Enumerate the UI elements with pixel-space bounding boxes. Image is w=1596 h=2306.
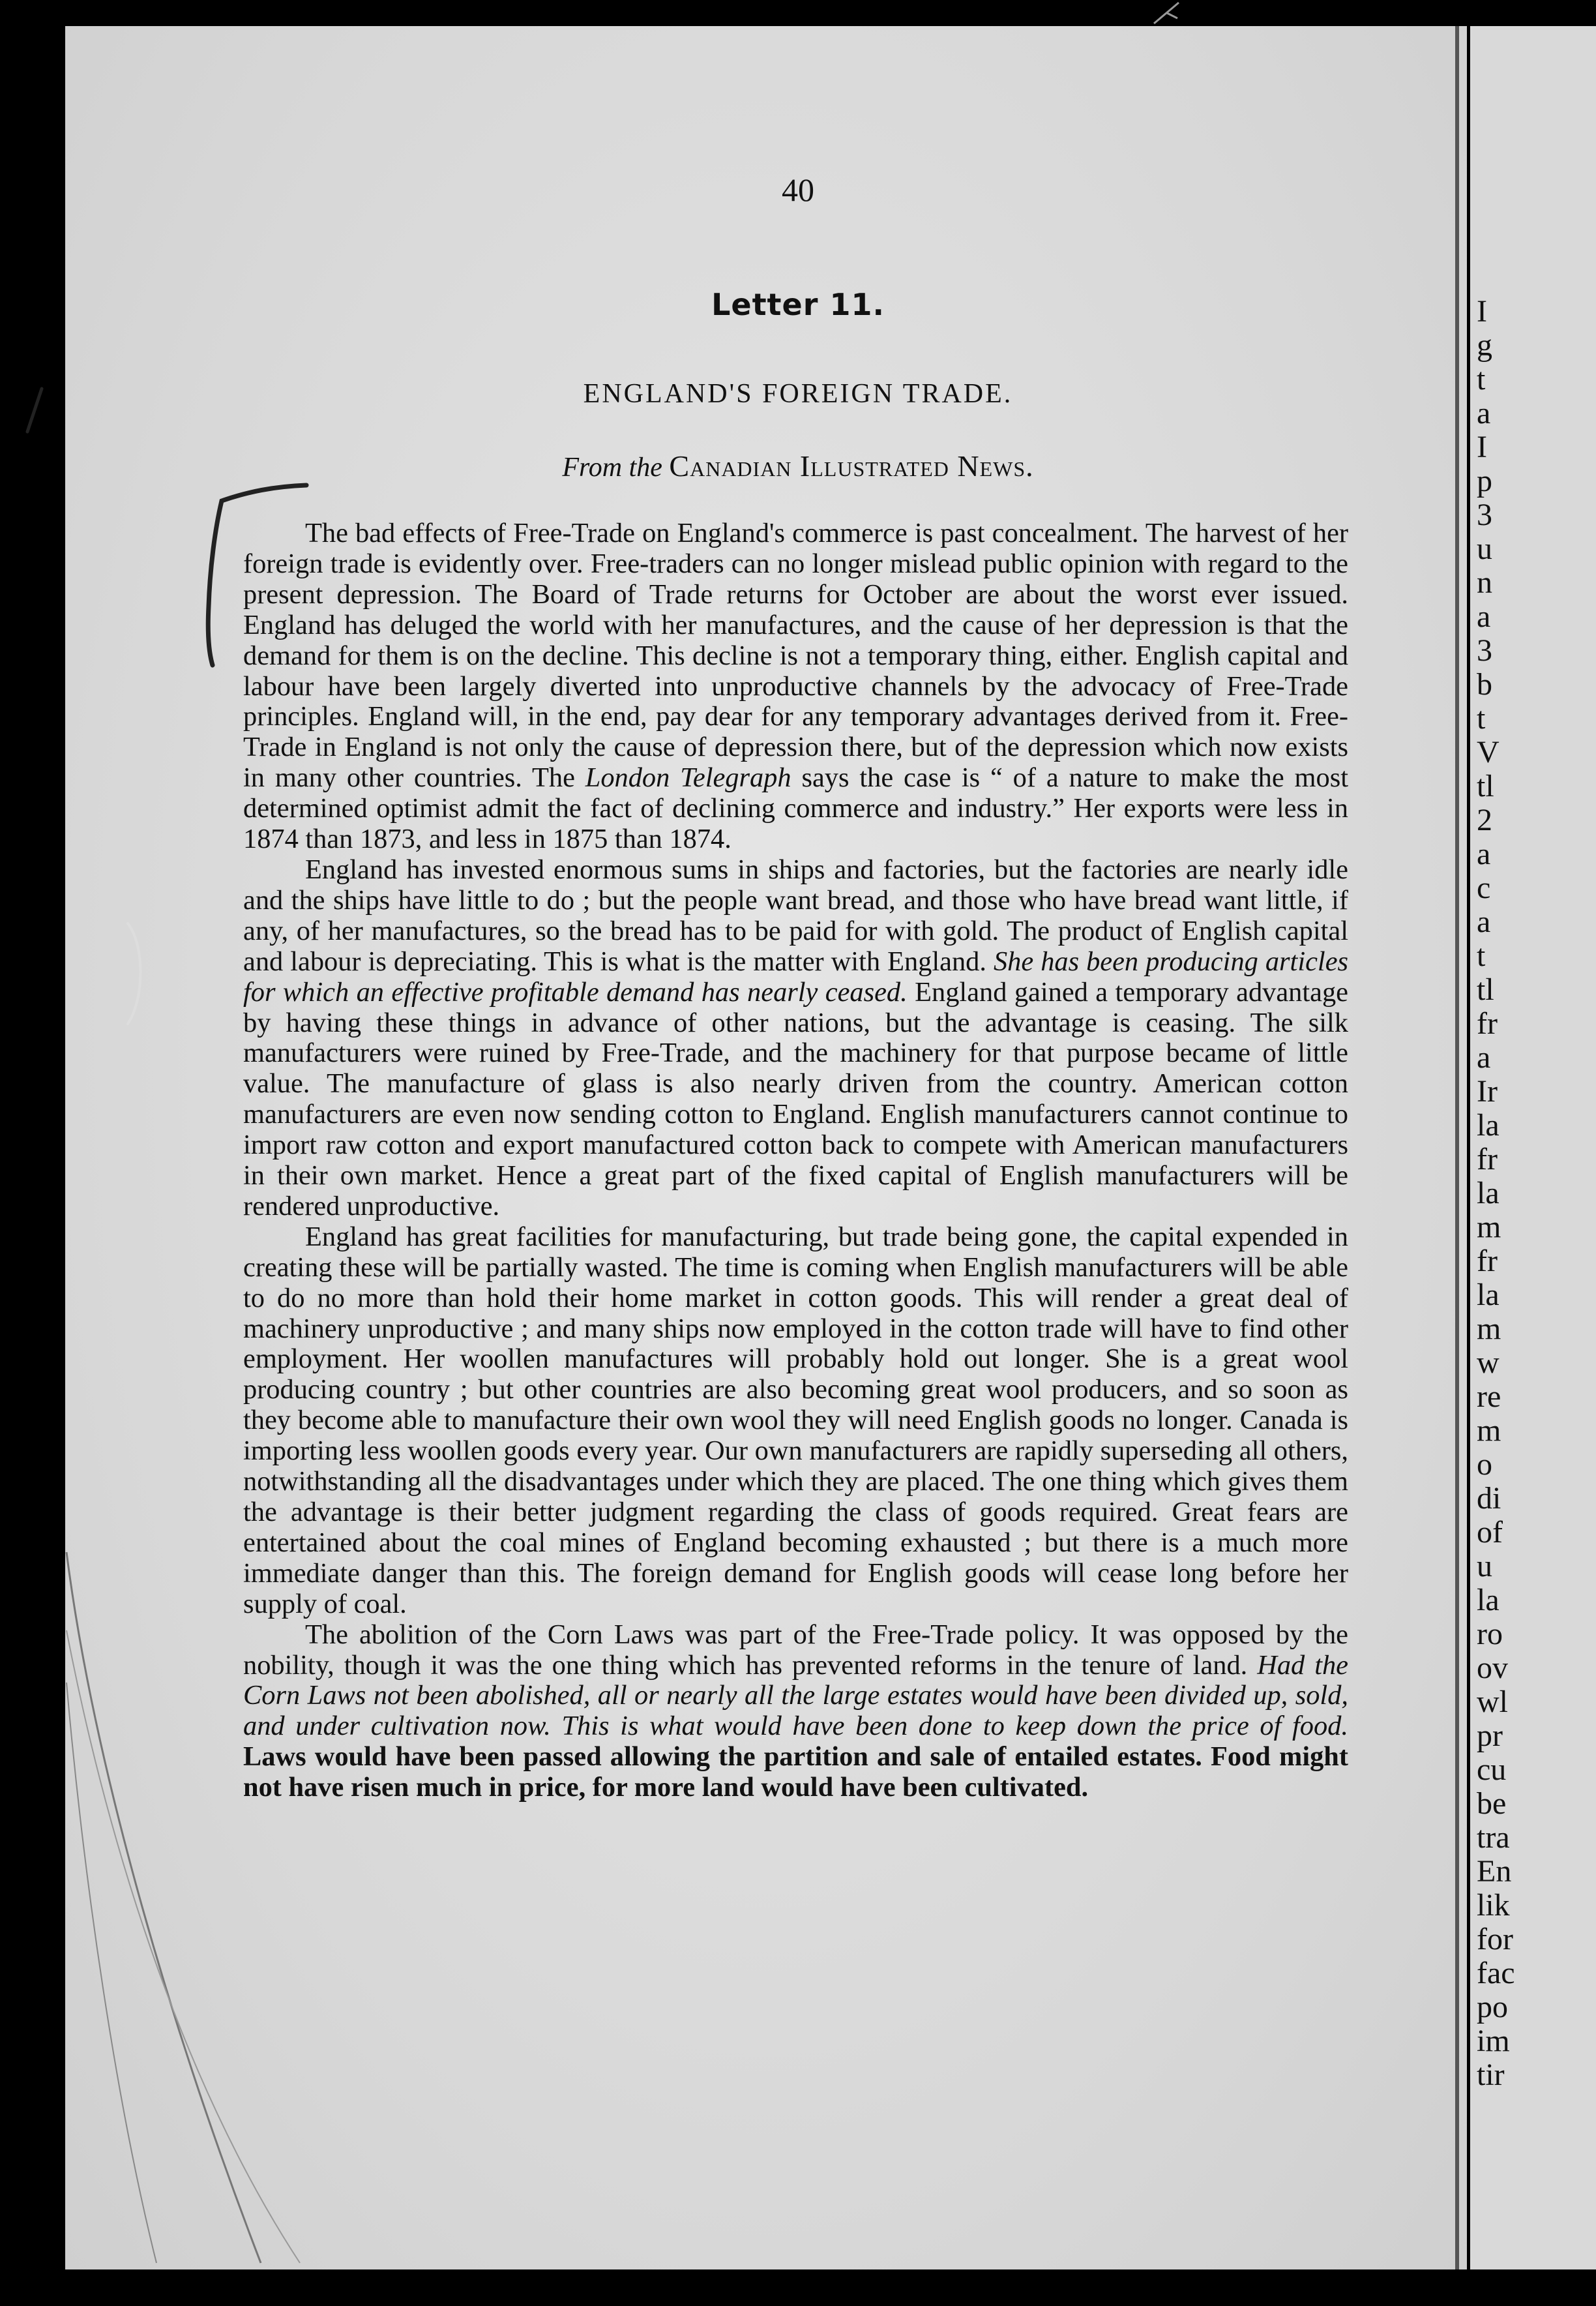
adjacent-page-fragment: a xyxy=(1477,396,1491,430)
body-paragraph xyxy=(243,1222,1348,1620)
adjacent-page-fragment: lik xyxy=(1477,1888,1510,1923)
italic-run: London Telegraph xyxy=(585,762,791,794)
adjacent-page-fragment: n xyxy=(1477,565,1492,600)
source-prefix: From the xyxy=(562,453,662,483)
adjacent-page-fragment: V xyxy=(1477,735,1500,770)
adjacent-page-fragment: m xyxy=(1477,1210,1501,1244)
adjacent-page-fragment: of xyxy=(1477,1515,1503,1550)
adjacent-page-fragment: wl xyxy=(1477,1685,1508,1719)
adjacent-page-strip xyxy=(1470,26,1596,2269)
adjacent-page-fragment: 3 xyxy=(1477,633,1492,668)
adjacent-page-fragment: a xyxy=(1477,905,1491,939)
adjacent-page-fragment: En xyxy=(1477,1854,1512,1889)
adjacent-page-fragment: t xyxy=(1477,938,1486,973)
text-run: England has invested enormous sums in ships and factories, but the factories are nearly idle and the ships have little to do ; but the people want bread, and those who have bread want little, if any, of her manufactures, so the bread has to be paid for with gold. The product of English capital and labour is depreciating. This is what is the matter with England. xyxy=(243,854,1348,977)
adjacent-page-fragment: 3 xyxy=(1477,498,1492,532)
text-run: England has great facilities for manufacturing, but trade being gone, the capital expended in creating these will be partially wasted. The time is coming when English manufacturers will be able to do no more than hold their home market in cotton goods. This will render a great deal of machinery unproductive ; and many ships now employed in the cotton trade will have to find other employment. Her woollen manufactures will probably hold out longer. She is a great wool producing country ; but other countries are also becoming great wool producers, and so soon as they become able to manufacture their own wool they will need English goods no longer. Canada is importing less woollen goods every year. Our own manufacturers are rapidly superseding all others, notwithstanding all the disadvantages under which they are placed. The one thing which gives them the advantage is their better judgment regarding the class of goods required. Great fears are entertained about the coal mines of England becoming exhausted ; but there is a much more immediate danger than this. The foreign demand for English goods will cease long before her supply of coal. xyxy=(243,1221,1348,1619)
adjacent-page-fragment: be xyxy=(1477,1786,1507,1821)
margin-bracket-mark xyxy=(121,920,147,1030)
adjacent-page-fragment: w xyxy=(1477,1345,1500,1380)
text-run: The abolition of the Corn Laws was part of the Free-Trade policy. It was opposed by the nobility, though it was the one thing which has prevented reforms in the tenure of land. xyxy=(243,1619,1348,1681)
body-paragraph xyxy=(243,1620,1348,1803)
text-run: says the case is “ of a nature to make the most determined optimist admit the fact of declining commerce and industry.” Her exports were less in 1874 than 1873, and less in 1875 than 1874. xyxy=(243,762,1348,855)
adjacent-page-fragment: fac xyxy=(1477,1956,1515,1990)
adjacent-page-fragment: t xyxy=(1477,362,1486,397)
adjacent-page-fragment: di xyxy=(1477,1481,1501,1516)
pencil-bracket-mark xyxy=(176,476,319,672)
adjacent-page-fragment: fr xyxy=(1477,1142,1498,1176)
adjacent-page-fragment: a xyxy=(1477,599,1491,634)
body-paragraph xyxy=(243,855,1348,1222)
adjacent-page-fragment: re xyxy=(1477,1379,1501,1414)
adjacent-page-fragment: u xyxy=(1477,532,1492,566)
adjacent-page-fragment: tl xyxy=(1477,972,1494,1007)
adjacent-page-fragment: for xyxy=(1477,1922,1513,1956)
page-fold-line xyxy=(1455,26,1459,2269)
adjacent-page-fragment: u xyxy=(1477,1549,1492,1583)
text-run: The bad effects of Free-Trade on England's commerce is past concealment. The harvest of her foreign trade is evidently over. Free-traders can no longer mislead public opinion with regard to the present depression. The Board of Trade returns for October are about the worst ever issued. England has deluged the world with her manufactures, and the cause of her depression is that the demand for them is on the decline. This decline is not a temporary thing, either. English capital and labour have been largely diverted into unproductive channels by the advocacy of Free-Trade principles. England will, in the end, pay dear for any temporary advantages derived from it. Free-Trade in England is not only the cause of depression there, but of the depression which now exists in many other countries. The xyxy=(243,518,1348,794)
adjacent-page-fragment: Ir xyxy=(1477,1074,1498,1109)
adjacent-page-fragment: po xyxy=(1477,1990,1508,2024)
adjacent-page-fragment: fr xyxy=(1477,1006,1498,1041)
adjacent-page-fragment: la xyxy=(1477,1278,1500,1312)
italic-run: Had the Corn Laws not been abolished, all or nearly all the large estates would have been divided up, sold, and under cultivation now. This is what would have been done to keep down the price of food. xyxy=(243,1649,1348,1742)
corner-scratch-mark xyxy=(1147,0,1187,26)
body-paragraph xyxy=(243,518,1348,855)
adjacent-page-fragment: o xyxy=(1477,1447,1492,1482)
adjacent-page-fragment: tir xyxy=(1477,2058,1505,2092)
adjacent-page-fragment: ro xyxy=(1477,1617,1503,1651)
adjacent-page-fragment: a xyxy=(1477,837,1491,871)
adjacent-page-fragment: b xyxy=(1477,667,1492,702)
text-run: Laws would have been passed allowing the partition and sale of entailed estates. Food might not have risen much in price, for more land would have been cultivated. xyxy=(243,1741,1348,1803)
page-edge-curl-lines xyxy=(65,1552,326,2269)
adjacent-page-fragment: g xyxy=(1477,328,1492,363)
adjacent-page-fragment: cu xyxy=(1477,1752,1507,1787)
adjacent-page-fragment: tl xyxy=(1477,769,1494,803)
page-number: 40 xyxy=(782,172,814,208)
letter-heading: Letter 11. xyxy=(711,287,885,322)
pencil-tick-mark xyxy=(22,385,48,437)
adjacent-page-fragment: tra xyxy=(1477,1820,1510,1855)
adjacent-page-fragment: I xyxy=(1477,294,1487,329)
adjacent-page-fragment: fr xyxy=(1477,1244,1498,1278)
article-title: ENGLAND'S FOREIGN TRADE. xyxy=(583,379,1013,409)
adjacent-page-fragment: I xyxy=(1477,430,1487,464)
adjacent-page-fragment: m xyxy=(1477,1413,1501,1448)
adjacent-page-fragment: la xyxy=(1477,1176,1500,1210)
adjacent-page-fragment: ov xyxy=(1477,1651,1508,1685)
italic-run: She has been producing articles for which an effective profitable demand has nearly ceased. xyxy=(243,946,1349,1008)
adjacent-page-fragment: im xyxy=(1477,2024,1510,2058)
source-name: Canadian Illustrated News. xyxy=(669,449,1034,483)
adjacent-page-fragment: t xyxy=(1477,701,1486,736)
adjacent-page-fragment: 2 xyxy=(1477,803,1492,837)
adjacent-page-fragment: c xyxy=(1477,871,1491,905)
adjacent-page-fragment: a xyxy=(1477,1040,1491,1075)
article-body xyxy=(243,518,1348,1803)
adjacent-page-fragment: m xyxy=(1477,1311,1501,1346)
adjacent-page-fragment: la xyxy=(1477,1583,1500,1617)
adjacent-page-fragment: la xyxy=(1477,1108,1500,1143)
text-run: England gained a temporary advantage by having these things in advance of other nations, but the advantage is ceasing. The silk manufacturers were ruined by Free-Trade, and the machinery for that purpose became of little value. The manufacture of glass is also nearly driven from the country. American cotton manufacturers are even now sending cotton to England. English manufacturers cannot continue to import raw cotton and export manufactured cotton back to compete with American manufacturers in their own market. Hence a great part of the fixed capital of English manufacturers will be rendered unproductive. xyxy=(243,976,1348,1221)
adjacent-page-fragment: p xyxy=(1477,464,1492,498)
adjacent-page-fragment: pr xyxy=(1477,1718,1503,1753)
